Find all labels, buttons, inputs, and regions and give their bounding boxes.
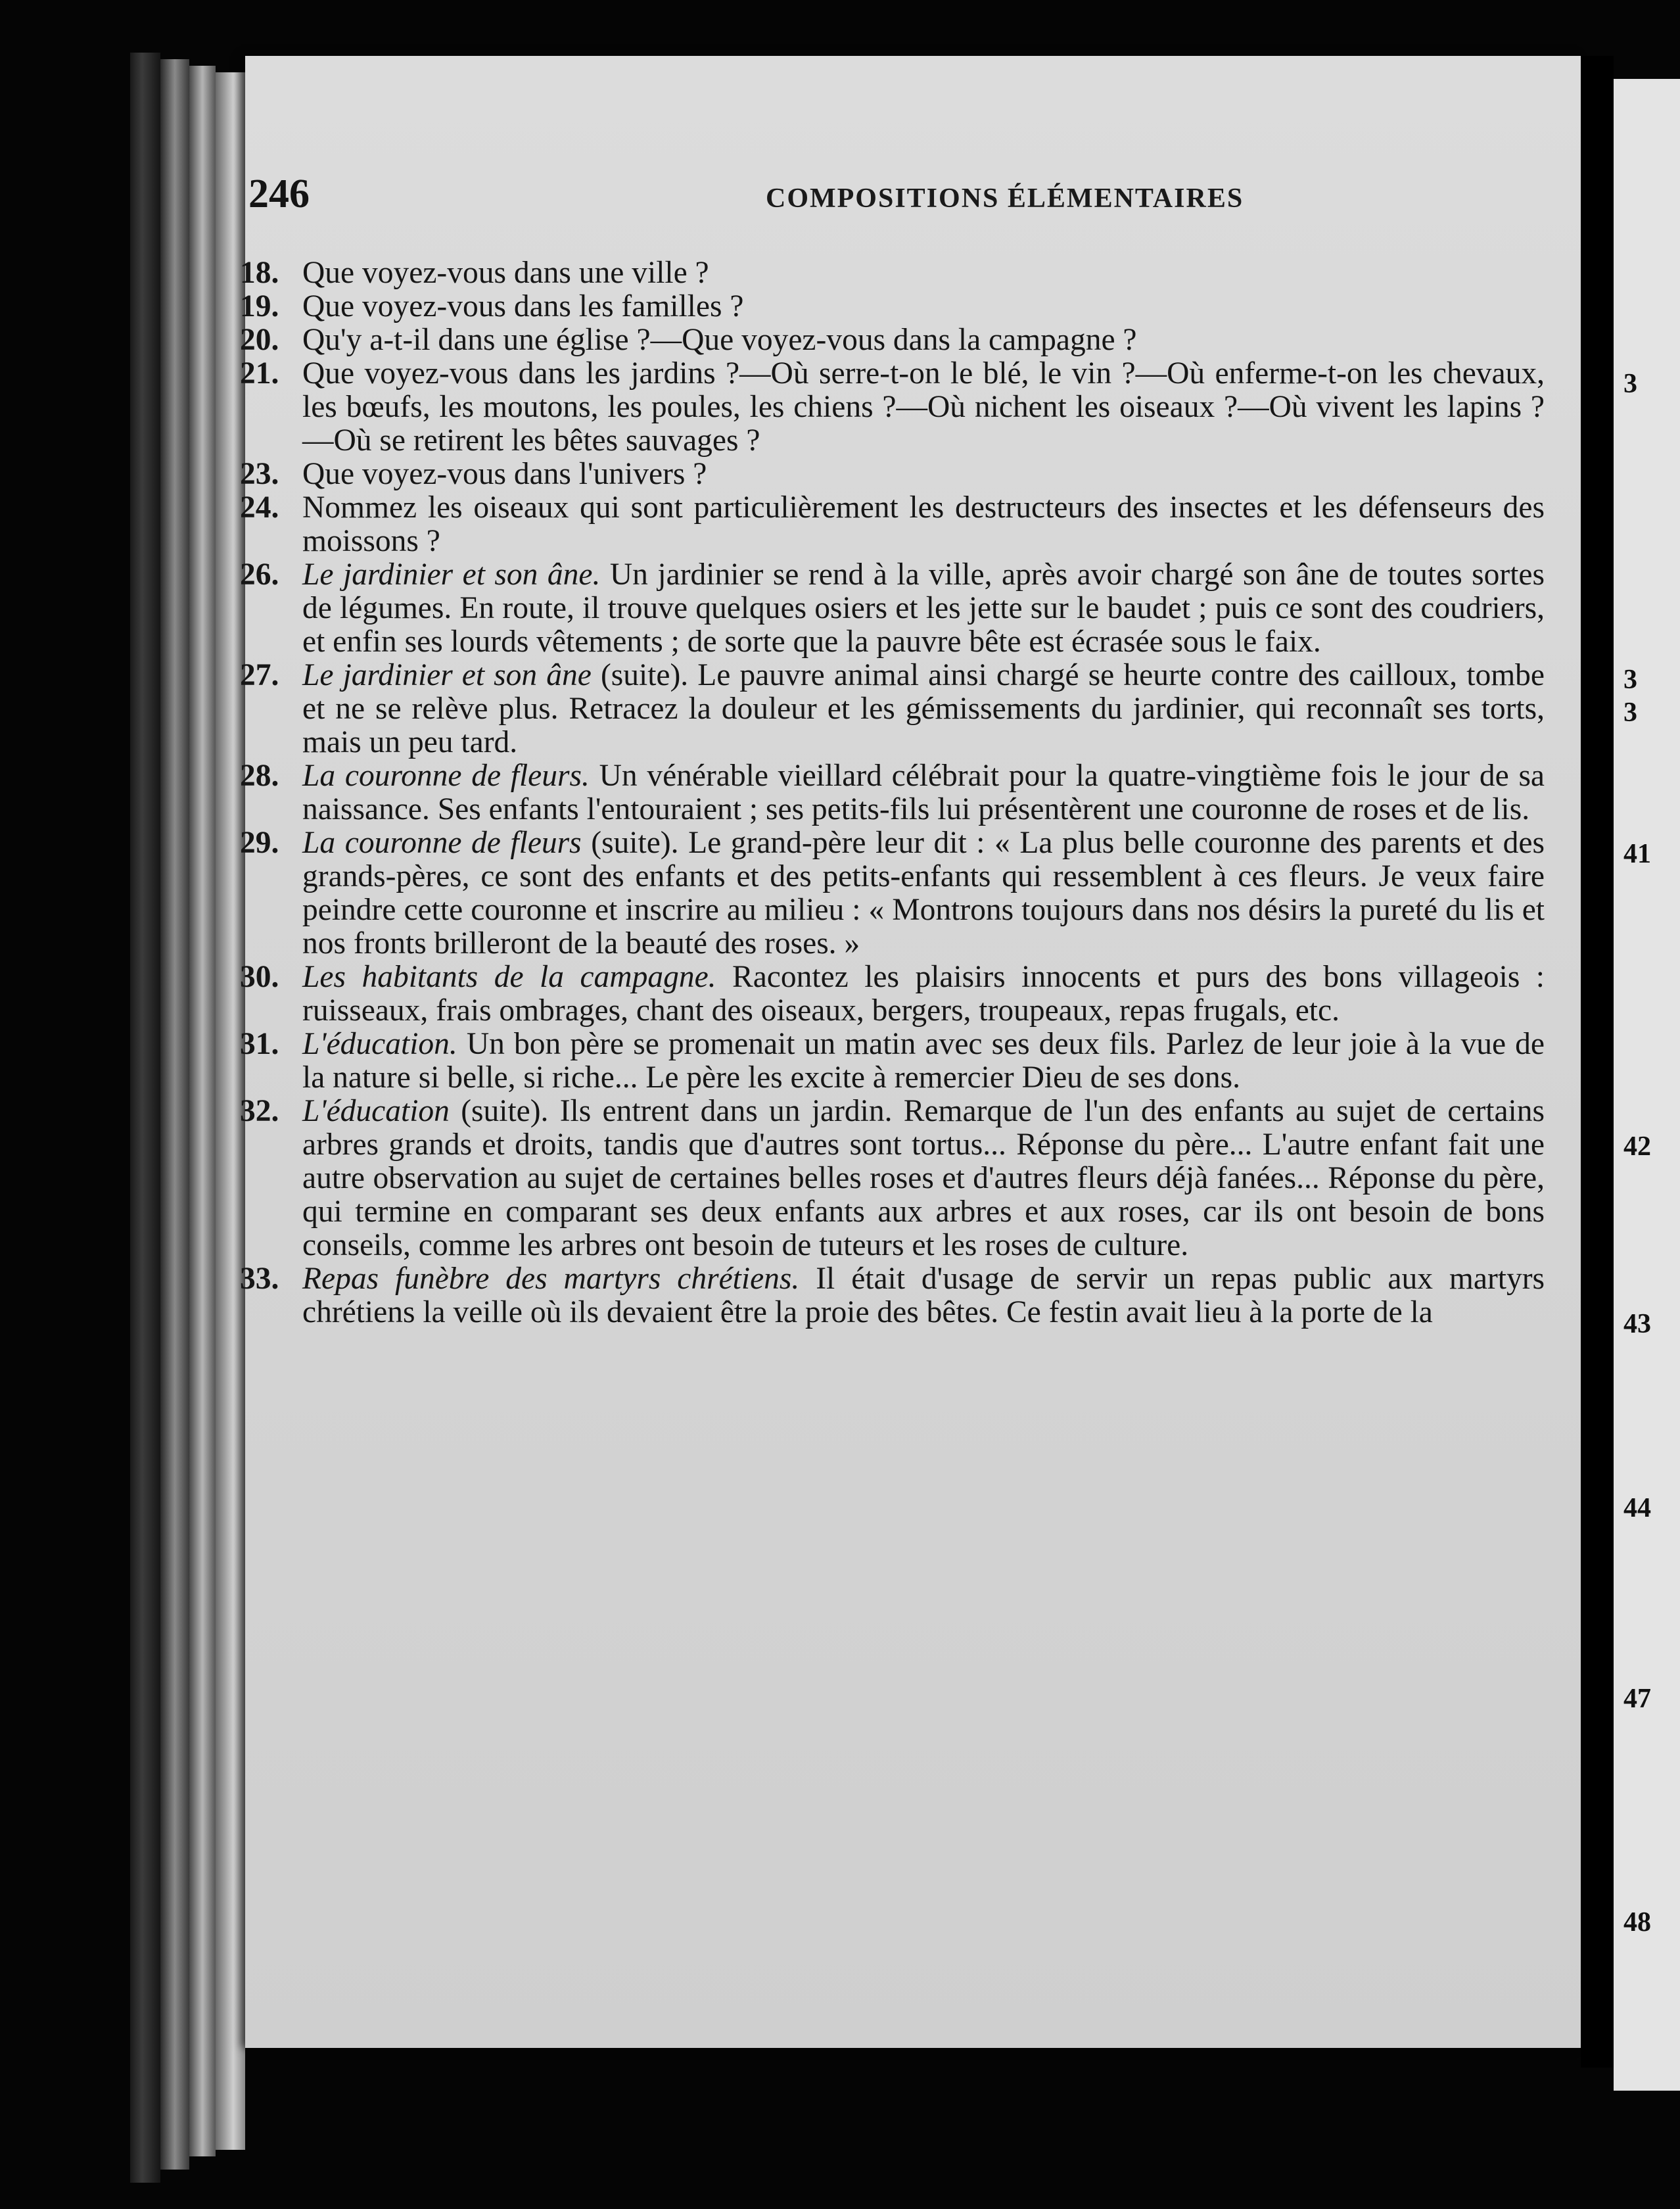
exercise-title: Les habitants de la campagne.	[302, 960, 716, 994]
facing-page-number: 48	[1623, 1907, 1651, 1937]
facing-page-number: 42	[1623, 1131, 1651, 1162]
exercise-number: 19.	[240, 289, 279, 323]
exercise-entry	[240, 1262, 1545, 1329]
exercise-list	[240, 256, 1545, 1329]
exercise-text: Que voyez-vous dans les familles ?	[302, 289, 744, 323]
page-number: 246	[248, 172, 310, 216]
exercise-title: La couronne de fleurs.	[302, 759, 590, 793]
exercise-entry	[240, 659, 1545, 759]
exercise-entry	[240, 1028, 1545, 1095]
exercise-number: 32.	[240, 1094, 279, 1128]
exercise-title: Le jardinier et son âne	[302, 658, 592, 692]
exercise-number: 21.	[240, 356, 279, 391]
exercise-entry	[240, 290, 1545, 323]
exercise-title: Le jardinier et son âne.	[302, 558, 601, 592]
exercise-number: 26.	[240, 558, 279, 592]
exercise-entry	[240, 357, 1545, 458]
exercise-text: Un jardinier se rend à la ville, après avoir chargé son âne de toutes sortes de légumes. En route, il trouve quelques osiers et les jette sur le baudet ; puis ce sont des coudriers, et enfin ses lourds vêtements ; de sorte que la pauvre bête est écrasée sous le faix.	[302, 558, 1545, 659]
book-edge-pages	[160, 59, 189, 2170]
exercise-entry	[240, 323, 1545, 357]
facing-page-number: 3	[1623, 665, 1637, 695]
exercise-entry	[240, 1095, 1545, 1262]
facing-page-number: 3	[1623, 369, 1637, 399]
exercise-number: 29.	[240, 826, 279, 860]
facing-page-number: 47	[1623, 1684, 1651, 1714]
facing-page-number: 43	[1623, 1309, 1651, 1339]
exercise-entry	[240, 256, 1545, 290]
exercise-text: Un vénérable vieillard célébrait pour la quatre-vingtième fois le jour de sa naissance. Ses enfants l'entouraient ; ses petits-fils lui présentèrent une couronne de roses et de lis.	[302, 759, 1545, 826]
exercise-text: Que voyez-vous dans les jardins ?—Où serre-t-on le blé, le vin ?—Où enferme-t-on les chevaux, les bœufs, les moutons, les poules, les chiens ?—Où nichent les oiseaux ?—Où vivent les lapins ?—Où se retirent les bêtes sauvages ?	[302, 356, 1545, 458]
facing-page-number: 3	[1623, 698, 1637, 728]
exercise-entry	[240, 759, 1545, 826]
exercise-title: L'éducation.	[302, 1027, 457, 1061]
exercise-text: (suite). Ils entrent dans un jardin. Remarque de l'un des enfants au sujet de certains arbres grands et droits, tandis que d'autres sont tortus... Réponse du père... L'autre enfant fait une autre observation au sujet de certaines belles roses et d'autres fleurs déjà fanées... Réponse du père, qui termine en comparant ses deux enfants aux arbres et aux roses, car ils ont besoin de bons conseils, comme les arbres ont besoin de tuteurs et les roses de culture.	[302, 1094, 1545, 1262]
page-gutter	[1581, 56, 1614, 2068]
book-edge-pages	[189, 66, 216, 2156]
exercise-number: 31.	[240, 1027, 279, 1061]
exercise-text: Que voyez-vous dans une ville ?	[302, 256, 709, 290]
exercise-text: (suite). Le pauvre animal ainsi chargé se heurte contre des cailloux, tombe et ne se relève plus. Retracez la douleur et les gémissements du jardinier, qui reconnaît ses torts, mais un peu tard.	[302, 658, 1545, 759]
exercise-entry	[240, 558, 1545, 659]
exercise-entry	[240, 961, 1545, 1028]
exercise-number: 23.	[240, 457, 279, 491]
exercise-title: La couronne de fleurs	[302, 826, 582, 860]
exercise-title: L'éducation	[302, 1094, 450, 1128]
exercise-text: Qu'y a-t-il dans une église ?—Que voyez-vous dans la campagne ?	[302, 323, 1137, 357]
exercise-text: (suite). Le grand-père leur dit : « La plus belle couronne des parents et des grands-pères, ce sont des enfants et des petits-enfants qui ressemblent à ces fleurs. Je veux faire peindre cette couronne et inscrire au milieu : « Montrons toujours dans nos désirs la pureté du lis et nos fronts brilleront de la beauté des roses. »	[302, 826, 1545, 961]
exercise-text: Il était d'usage de servir un repas public aux martyrs chrétiens la veille où ils devaient être la proie des bêtes. Ce festin avait lieu à la porte de la	[302, 1262, 1545, 1329]
running-title: COMPOSITIONS ÉLÉMENTAIRES	[766, 183, 1244, 214]
exercise-number: 33.	[240, 1262, 279, 1296]
exercise-entry	[240, 491, 1545, 558]
book-edge-dark	[130, 53, 160, 2183]
exercise-number: 18.	[240, 256, 279, 290]
exercise-number: 20.	[240, 323, 279, 357]
exercise-text: Que voyez-vous dans l'univers ?	[302, 457, 707, 491]
exercise-number: 24.	[240, 490, 279, 525]
exercise-number: 27.	[240, 658, 279, 692]
facing-page-number: 44	[1623, 1493, 1651, 1523]
exercise-title: Repas funèbre des martyrs chrétiens.	[302, 1262, 800, 1296]
exercise-entry	[240, 826, 1545, 961]
exercise-entry	[240, 458, 1545, 491]
exercise-number: 30.	[240, 960, 279, 994]
exercise-text: Nommez les oiseaux qui sont particulièrement les destructeurs des insectes et les défenseurs des moissons ?	[302, 490, 1545, 558]
exercise-text: Un bon père se promenait un matin avec ses deux fils. Parlez de leur joie à la vue de la nature si belle, si riche... Le père les excite à remercier Dieu de ses dons.	[302, 1027, 1545, 1095]
exercise-number: 28.	[240, 759, 279, 793]
facing-page-number: 41	[1623, 839, 1651, 869]
exercise-text: Racontez les plaisirs innocents et purs des bons villageois : ruisseaux, frais ombrages, chant des oiseaux, bergers, troupeaux, repas frugals, etc.	[302, 960, 1545, 1028]
